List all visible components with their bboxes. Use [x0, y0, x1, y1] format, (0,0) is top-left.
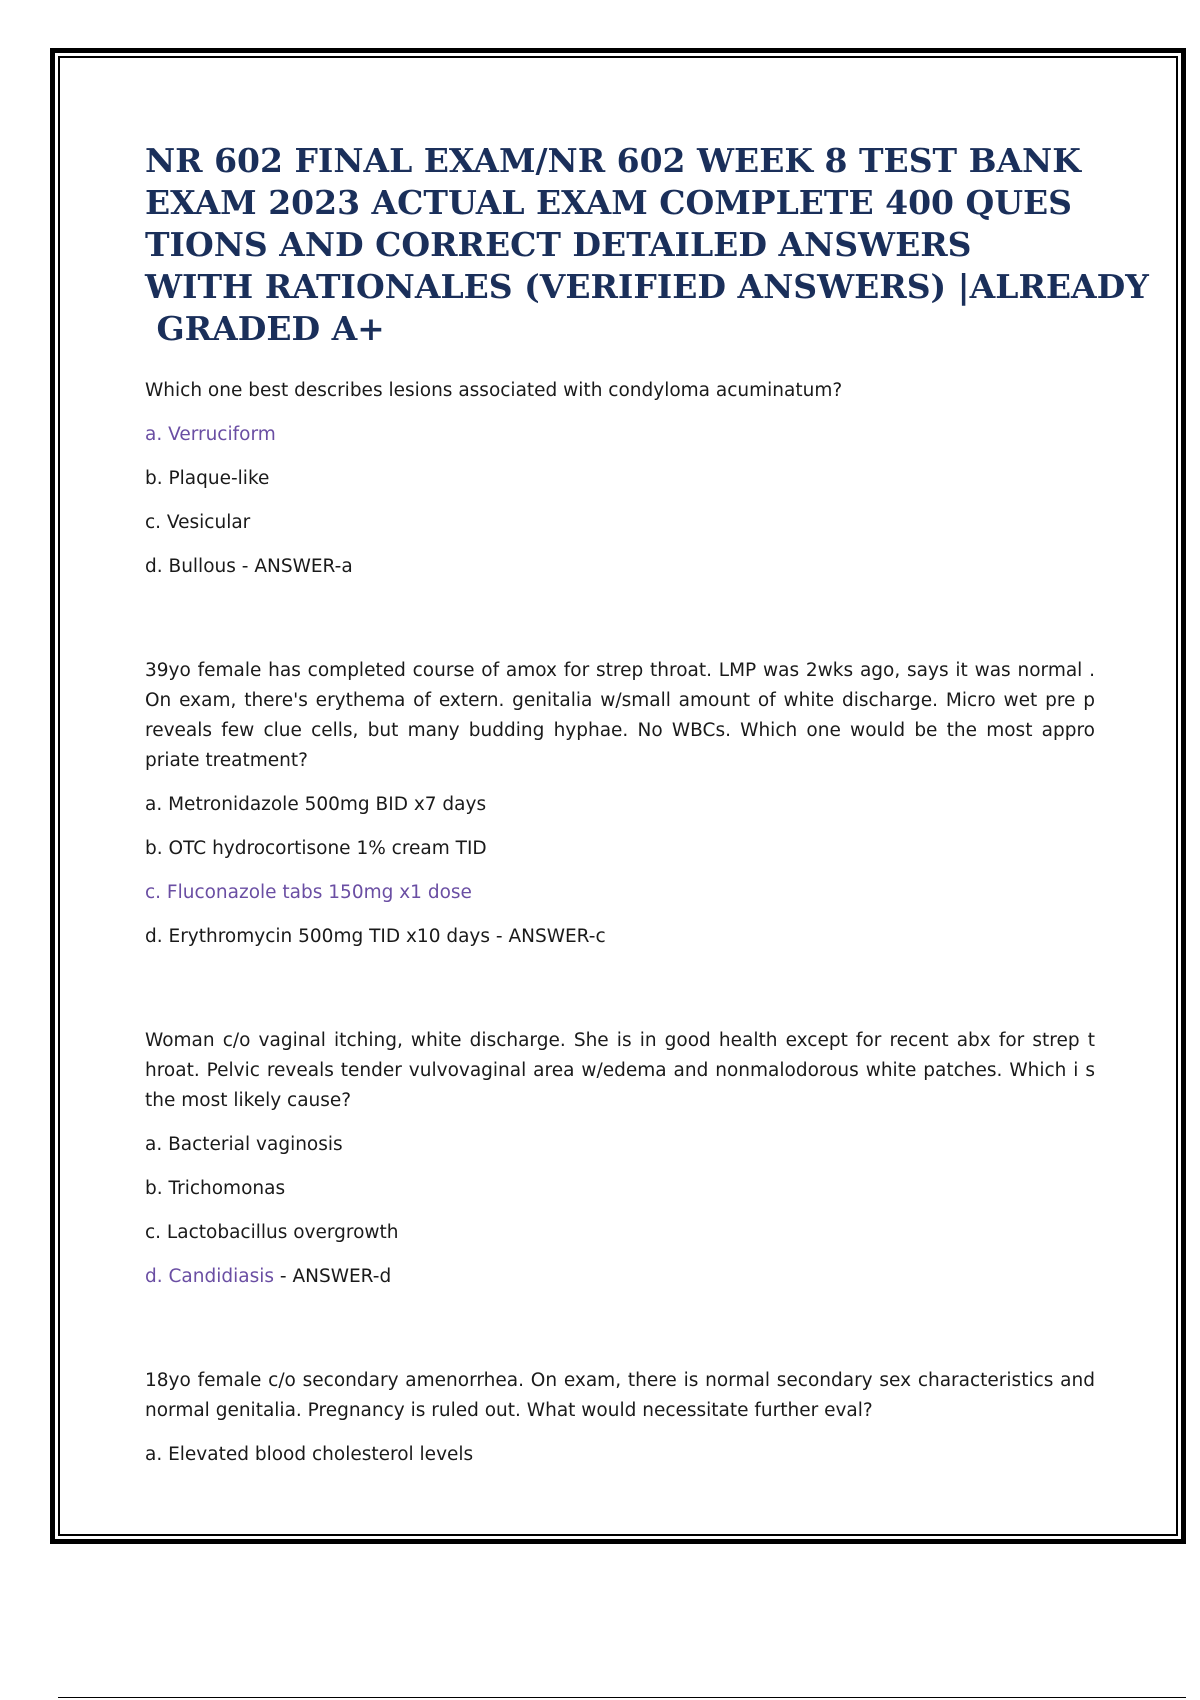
option-text: b. OTC hydrocortisone 1% cream TID — [145, 838, 487, 859]
answer-option — [145, 834, 1095, 864]
answer-option — [145, 790, 1095, 820]
question-block — [145, 376, 1095, 582]
question-block — [145, 656, 1095, 952]
spacer — [145, 596, 1095, 656]
title-line: NR 602 FINAL EXAM/NR 602 WEEK 8 TEST BANK — [145, 141, 1081, 180]
title-line: TIONS AND CORRECT DETAILED ANSWERS — [145, 225, 972, 264]
option-text: d. Bullous — [145, 556, 236, 577]
answer-key: - ANSWER-a — [235, 556, 353, 577]
title-line: EXAM 2023 ACTUAL EXAM COMPLETE 400 QUES — [145, 183, 1073, 222]
answer-option — [145, 878, 1095, 908]
option-text: a. Bacterial vaginosis — [145, 1134, 343, 1155]
spacer — [145, 1306, 1095, 1366]
question-text: Which one best describes lesions associated with condyloma acuminatum? — [145, 380, 843, 401]
option-text: b. Trichomonas — [145, 1178, 286, 1199]
option-text: a. Verruciform — [145, 424, 276, 445]
answer-option — [145, 1130, 1095, 1160]
question-text: 18yo female c/o secondary amenorrhea. On exam, there is normal secondary sex characteristics and normal genitalia. Pregnancy is ruled out. What would necessitate further eval? — [145, 1370, 1095, 1421]
answer-option — [145, 1440, 1095, 1470]
answer-option — [145, 1262, 1095, 1292]
option-text: a. Elevated blood cholesterol levels — [145, 1444, 474, 1465]
title-line: WITH RATIONALES (VERIFIED ANSWERS) |ALREADY — [145, 267, 1149, 306]
question-text: 39yo female has completed course of amox for strep throat. LMP was 2wks ago, says it was normal . On exam, there's erythema of extern. genitalia w/small amount of white discharge. Micro wet pre p reveals few clue cells, but many budding hyphae. No WBCs. Which one would be the most appro priate treatment? — [145, 660, 1095, 771]
question-text: Woman c/o vaginal itching, white discharge. She is in good health except for recent abx for strep t hroat. Pelvic reveals tender vulvovaginal area w/edema and nonmalodorous white patches. Which i s the most likely cause? — [145, 1030, 1095, 1111]
answer-option — [145, 1174, 1095, 1204]
option-text: c. Fluconazole tabs 150mg x1 dose — [145, 882, 472, 903]
answer-option — [145, 552, 1095, 582]
footer-rule — [58, 1697, 1186, 1698]
answer-option — [145, 1218, 1095, 1248]
option-text: d. Candidiasis — [145, 1266, 275, 1287]
option-text: a. Metronidazole 500mg BID x7 days — [145, 794, 487, 815]
spacer — [145, 966, 1095, 1026]
option-text: c. Vesicular — [145, 512, 251, 533]
option-text: b. Plaque-like — [145, 468, 270, 489]
document-title — [145, 140, 1149, 350]
answer-key: - ANSWER-c — [490, 926, 606, 947]
answer-option — [145, 508, 1095, 538]
question-block — [145, 1366, 1095, 1470]
answer-option — [145, 922, 1095, 952]
option-text: c. Lactobacillus overgrowth — [145, 1222, 399, 1243]
answer-key: - ANSWER-d — [274, 1266, 392, 1287]
title-line: GRADED A+ — [145, 309, 385, 348]
document-content — [145, 140, 1149, 1484]
question-block — [145, 1026, 1095, 1292]
answer-option — [145, 420, 1095, 450]
option-text: d. Erythromycin 500mg TID x10 days — [145, 926, 491, 947]
answer-option — [145, 464, 1095, 494]
